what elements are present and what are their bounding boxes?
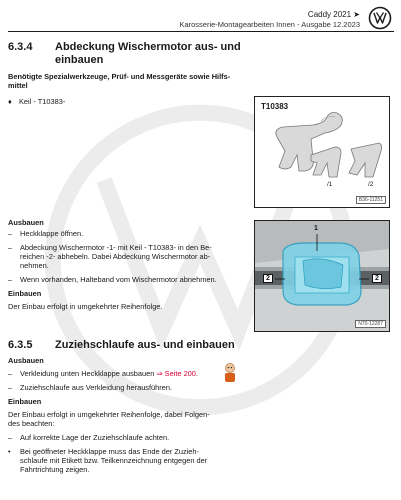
ausbauen-heading: Ausbauen (8, 356, 44, 365)
section-number: 6.3.5 (8, 339, 33, 351)
step-text-end: . (195, 369, 198, 378)
step-line (20, 369, 198, 378)
header-model: Caddy 2021 ➤ (307, 10, 360, 19)
section-title: Zuziehschlaufe aus- und einbauen (55, 339, 235, 351)
tool-item: Keil - T10383- (19, 97, 66, 106)
einbauen-line: Der Einbau erfolgt in umgekehrter Reihenfolge, dabei Folgen- (8, 410, 210, 419)
page-link[interactable]: ⇒ Seite 200 (156, 369, 196, 378)
step-line: nehmen. (20, 261, 49, 270)
figure-special-tool (254, 96, 390, 208)
wedge-tool-drawing (255, 97, 389, 207)
figure-tool-part1: /1 (327, 181, 333, 188)
figure-id: N70-12287 (355, 320, 386, 328)
callout-2-left: 2 (263, 274, 273, 283)
einbauen-heading: Einbauen (8, 289, 42, 298)
step-dash: – (8, 229, 13, 238)
figure-tool-part2: /2 (368, 181, 374, 188)
note-dash: – (8, 433, 13, 442)
video-figure-icon[interactable] (222, 362, 238, 384)
header-rule (8, 31, 394, 32)
note-line: Auf korrekte Lage der Zuziehschlaufe achten. (20, 433, 170, 442)
header-subtitle: Karosserie-Montagearbeiten Innen - Ausgabe 12.2023 (179, 20, 360, 29)
figure-wiper-cover (254, 220, 390, 332)
step-dash: – (8, 275, 13, 284)
einbauen-text: Der Einbau erfolgt in umgekehrter Reihenfolge. (8, 302, 163, 311)
einbauen-line: des beachten: (8, 419, 55, 428)
ausbauen-heading: Ausbauen (8, 218, 44, 227)
step-dash: – (8, 243, 13, 252)
callout-1: 1 (314, 225, 318, 232)
wiper-cover-drawing (255, 221, 389, 331)
step-line: Wenn vorhanden, Halteband vom Wischermotor abnehmen. (20, 275, 217, 284)
note-bullet-icon: • (8, 447, 11, 456)
step-dash: – (8, 383, 13, 392)
step-dash: – (8, 369, 13, 378)
step-text: Verkleidung unten Heckklappe ausbauen (20, 369, 157, 378)
einbauen-heading: Einbauen (8, 397, 42, 406)
note-line: schlaufe mit Etikett bzw. Teilkennzeichnung entgegen der (20, 456, 208, 465)
tools-heading-line1: Benötigte Spezialwerkzeuge, Prüf- und Messgeräte sowie Hilfs- (8, 72, 231, 81)
figure-tool-label: T10383 (261, 102, 289, 111)
section-number: 6.3.4 (8, 41, 33, 53)
section-title-line1: Abdeckung Wischermotor aus- und (55, 41, 241, 53)
step-line: reichen -2- abhebeln. Dabei Abdeckung Wischermotor ab- (20, 252, 211, 261)
callout-2-right: 2 (372, 274, 382, 283)
note-line: Fahrtrichtung zeigen. (20, 465, 90, 474)
step-line: Zuziehschlaufe aus Verkleidung herausführen. (20, 383, 173, 392)
tool-bullet-icon: ♦ (8, 97, 12, 106)
step-line: Heckklappe öffnen. (20, 229, 84, 238)
section-title-line2: einbauen (55, 54, 104, 66)
tools-heading-line2: mittel (8, 81, 28, 90)
vw-logo-icon (368, 6, 392, 30)
figure-id: B36-11251 (356, 196, 386, 204)
note-line: Bei geöffneter Heckklappe muss das Ende der Zuzieh- (20, 447, 199, 456)
step-line: Abdeckung Wischermotor -1- mit Keil - T10383- in den Be- (20, 243, 212, 252)
